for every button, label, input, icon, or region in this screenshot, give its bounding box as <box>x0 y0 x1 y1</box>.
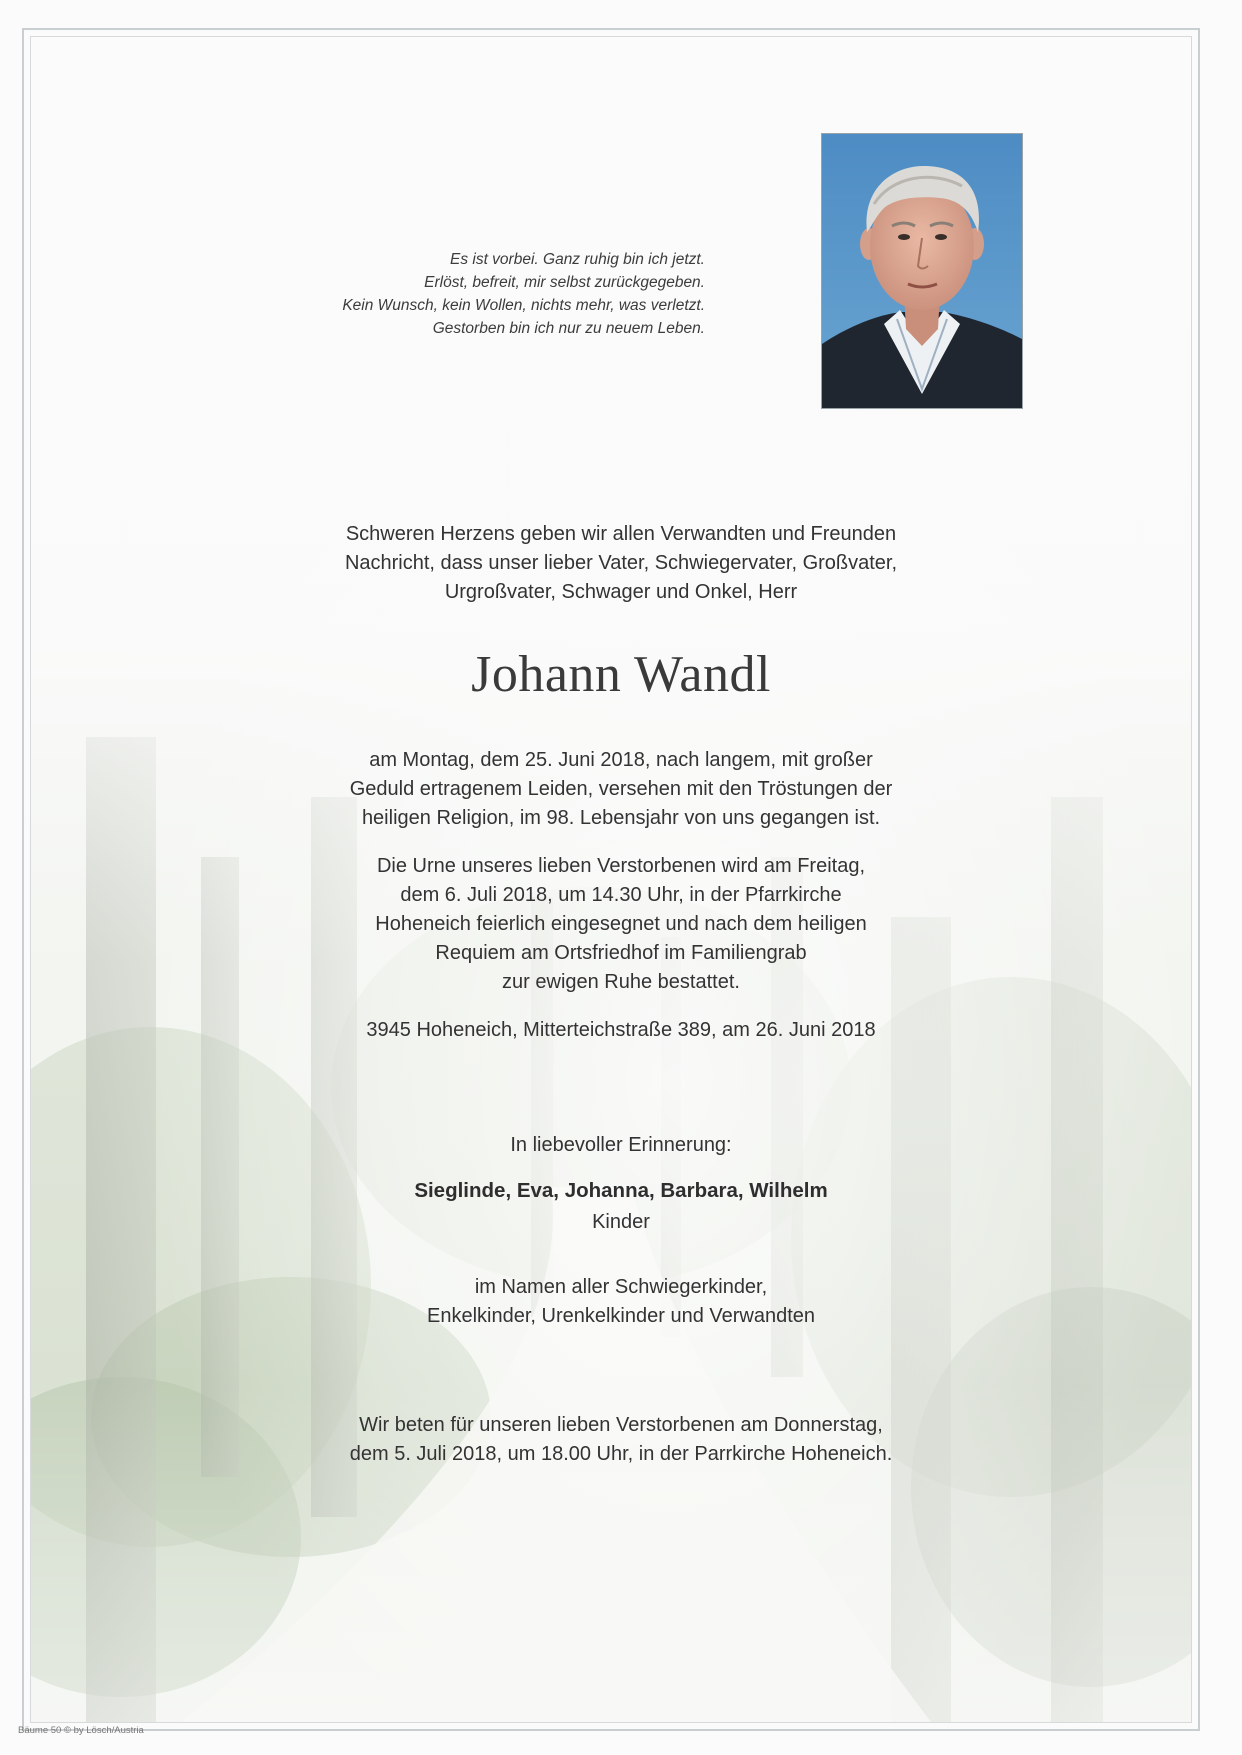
poem-line: Gestorben bin ich nur zu neuem Leben. <box>432 320 705 337</box>
children-names: Sieglinde, Eva, Johanna, Barbara, Wilhelm <box>414 1179 828 1202</box>
burial-info <box>200 852 1042 997</box>
burial-line: Hoheneich feierlich eingesegnet und nach dem heiligen <box>375 913 867 935</box>
deceased-name: Johann Wandl <box>471 646 771 703</box>
death-notice-line: Geduld ertragenem Leiden, versehen mit den Tröstungen der <box>349 778 893 800</box>
children-label <box>200 1208 1042 1237</box>
other-mourners-line: Enkelkinder, Urenkelkinder und Verwandten <box>426 1305 816 1327</box>
poem-line: Kein Wunsch, kein Wollen, nichts mehr, was verletzt. <box>342 297 705 314</box>
other-mourners-line: im Namen aller Schwiegerkinder, <box>474 1276 768 1298</box>
intro-line: Nachricht, dass unser lieber Vater, Schwiegervater, Großvater, <box>344 552 898 574</box>
children-label-text: Kinder <box>592 1211 650 1233</box>
other-mourners <box>200 1273 1042 1331</box>
footer-credit: Bäume 50 © by Lösch/Austria <box>18 1725 144 1736</box>
intro-line: Schweren Herzens geben wir allen Verwandten und Freunden <box>345 523 897 545</box>
prayer-line: Wir beten für unseren lieben Verstorbenen am Donnerstag, <box>359 1414 883 1436</box>
death-notice-line: am Montag, dem 25. Juni 2018, nach langem, mit großer <box>369 749 873 771</box>
burial-line: zur ewigen Ruhe bestattet. <box>502 971 740 993</box>
intro-text <box>200 520 1042 607</box>
portrait-photo <box>821 133 1023 409</box>
burial-line: dem 6. Juli 2018, um 14.30 Uhr, in der Pfarrkirche <box>400 884 842 906</box>
poem-line: Es ist vorbei. Ganz ruhig bin ich jetzt. <box>449 251 705 268</box>
burial-line: Requiem am Ortsfriedhof im Familiengrab <box>435 942 807 964</box>
death-notice-line: heiligen Religion, im 98. Lebensjahr von uns gegangen ist. <box>361 807 881 829</box>
poem <box>240 248 705 340</box>
death-notice <box>200 746 1042 833</box>
mourners-heading <box>200 1131 1042 1160</box>
prayer-notice <box>200 1411 1042 1469</box>
poem-line: Erlöst, befreit, mir selbst zurückgegeben. <box>424 274 705 291</box>
burial-line: Die Urne unseres lieben Verstorbenen wird am Freitag, <box>376 855 866 877</box>
place-date-line: 3945 Hoheneich, Mitterteichstraße 389, am 26. Juni 2018 <box>366 1019 876 1041</box>
prayer-line: dem 5. Juli 2018, um 18.00 Uhr, in der Parrkirche Hoheneich. <box>349 1443 893 1465</box>
intro-line: Urgroßvater, Schwager und Onkel, Herr <box>444 581 798 603</box>
mourners-heading-text: In liebevoller Erinnerung: <box>510 1134 732 1156</box>
place-date <box>200 1016 1042 1045</box>
